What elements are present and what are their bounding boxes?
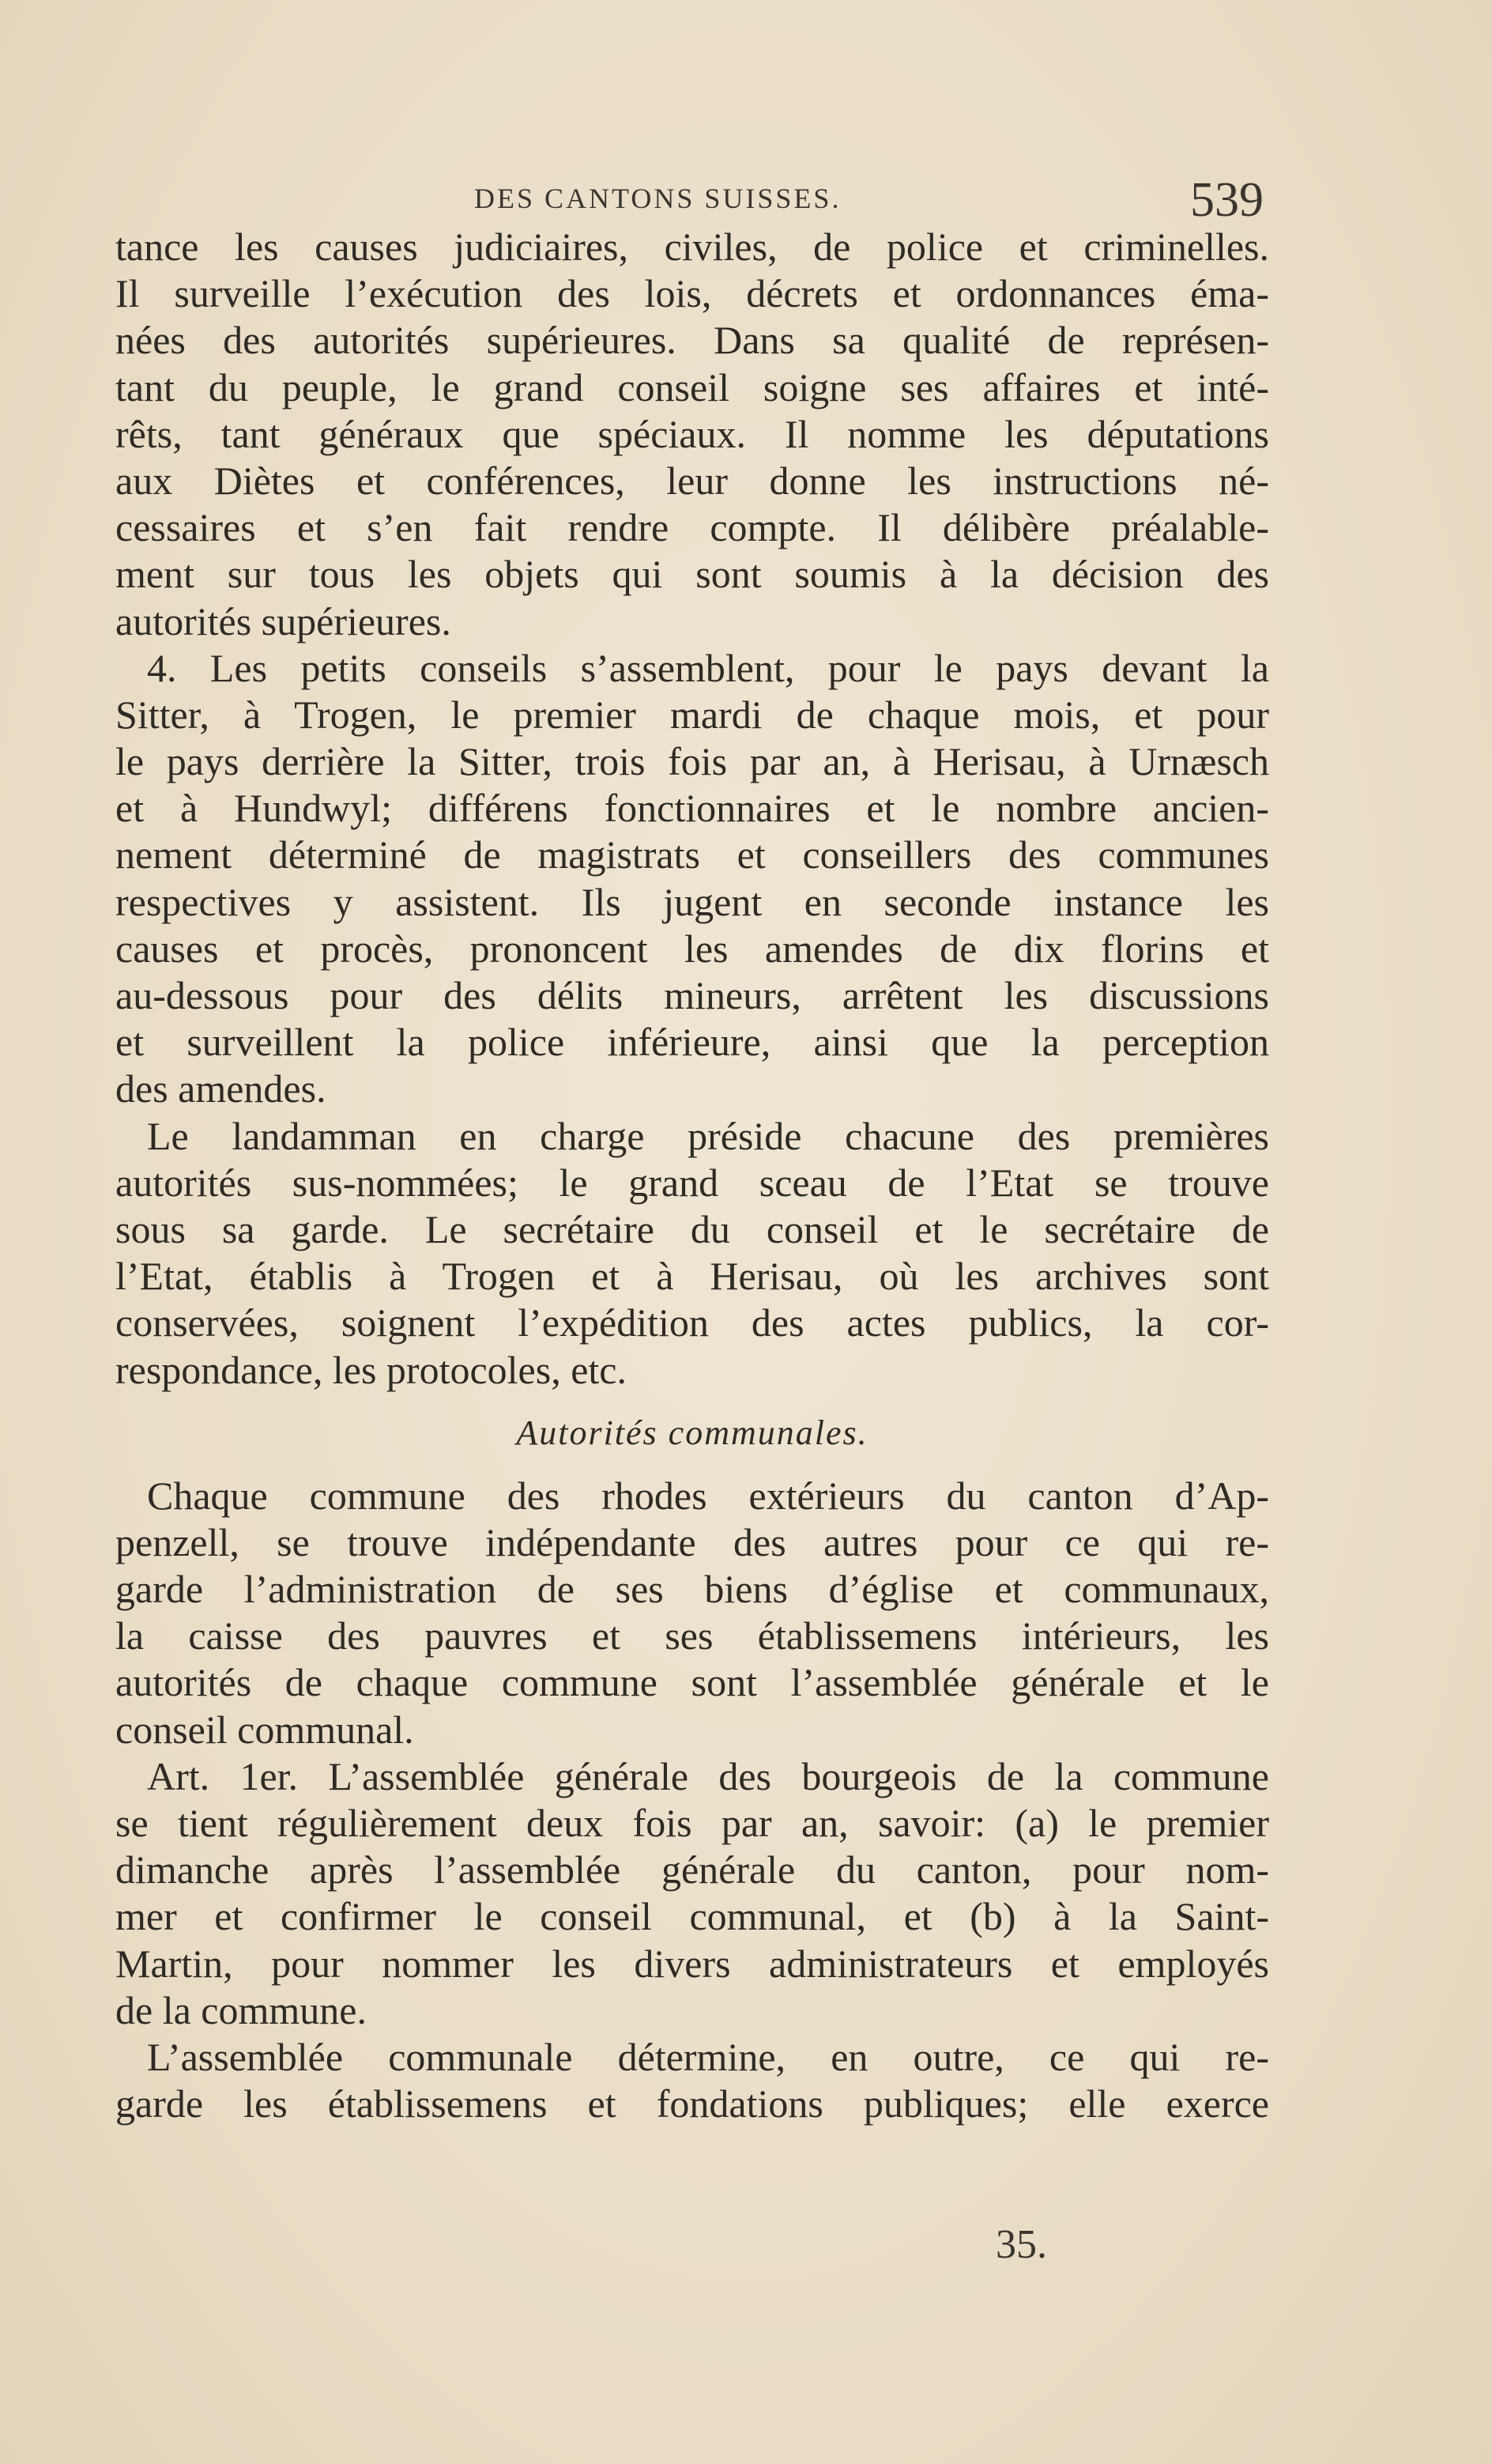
text-line: autorités de chaque commune sont l’assemblée générale et le [115, 1660, 1269, 1705]
text-line: L’assemblée communale détermine, en outre, ce qui re- [147, 2034, 1269, 2079]
text-line: garde les établissemens et fondations publiques; elle exerce [115, 2081, 1269, 2126]
text-line: et à Hundwyl; différens fonctionnaires et le nombre ancien- [115, 786, 1269, 831]
text-line: sous sa garde. Le secrétaire du conseil et le secrétaire de [115, 1206, 1269, 1251]
page-number: 539 [1190, 173, 1264, 227]
text-line: garde l’administration de ses biens d’église et communaux, [115, 1567, 1269, 1612]
text-line: Il surveille l’exécution des lois, décrets et ordonnances éma- [115, 271, 1269, 316]
text-line: rêts, tant généraux que spéciaux. Il nomme les députations [115, 411, 1269, 456]
text-line: Chaque commune des rhodes extérieurs du canton d’Ap- [147, 1473, 1269, 1518]
text-line: la caisse des pauvres et ses établissemens intérieurs, les [115, 1613, 1269, 1658]
text-line: Sitter, à Trogen, le premier mardi de chaque mois, et pour [115, 692, 1269, 737]
section-heading: Autorités communales. [516, 1413, 868, 1452]
text-line: au-dessous pour des délits mineurs, arrêtent les discussions [115, 973, 1269, 1017]
text-line: causes et procès, prononcent les amendes de dix florins et [115, 926, 1269, 971]
text-line: tant du peuple, le grand conseil soigne ses affaires et inté- [115, 364, 1269, 409]
text-line: conservées, soignent l’expédition des actes publics, la cor- [115, 1300, 1269, 1345]
body-text [115, 224, 1269, 2127]
text-line: autorités supérieures. [115, 598, 451, 643]
text-line: nement déterminé de magistrats et conseillers des communes [115, 832, 1269, 877]
text-line: respectives y assistent. Ils jugent en seconde instance les [115, 879, 1269, 924]
text-line: de la commune. [115, 1987, 367, 2032]
text-line: nées des autorités supérieures. Dans sa qualité de représen- [115, 318, 1269, 363]
text-line: Martin, pour nommer les divers administrateurs et employés [115, 1941, 1269, 1986]
text-line: et surveillent la police inférieure, ainsi que la perception [115, 1020, 1269, 1065]
text-line: des amendes. [115, 1066, 326, 1111]
running-head: DES CANTONS SUISSES. [474, 183, 842, 214]
text-line: autorités sus-nommées; le grand sceau de l’Etat se trouve [115, 1160, 1269, 1205]
text-line: mer et confirmer le conseil communal, et (b) à la Saint- [115, 1894, 1269, 1939]
text-line: conseil communal. [115, 1707, 414, 1752]
text-line: aux Diètes et conférences, leur donne les instructions né- [115, 458, 1269, 503]
text-line: Le landamman en charge préside chacune des premières [147, 1113, 1269, 1158]
text-line: ment sur tous les objets qui sont soumis à la décision des [115, 552, 1269, 597]
text-line: se tient régulièrement deux fois par an, savoir: (a) le premier [115, 1801, 1269, 1845]
signature-mark: 35. [996, 2222, 1047, 2267]
text-line: dimanche après l’assemblée générale du canton, pour nom- [115, 1847, 1269, 1892]
text-line: le pays derrière la Sitter, trois fois par an, à Herisau, à Urnæsch [115, 739, 1269, 784]
text-line: cessaires et s’en fait rendre compte. Il délibère préalable- [115, 505, 1269, 550]
text-line: respondance, les protocoles, etc. [115, 1347, 627, 1392]
text-line: penzell, se trouve indépendante des autres pour ce qui re- [115, 1519, 1269, 1564]
text-line: Art. 1er. L’assemblée générale des bourgeois de la commune [147, 1753, 1269, 1798]
text-line: l’Etat, établis à Trogen et à Herisau, où les archives sont [115, 1254, 1269, 1299]
text-line: 4. Les petits conseils s’assemblent, pour le pays devant la [147, 645, 1269, 690]
text-line: tance les causes judiciaires, civiles, de police et criminelles. [115, 225, 1269, 269]
